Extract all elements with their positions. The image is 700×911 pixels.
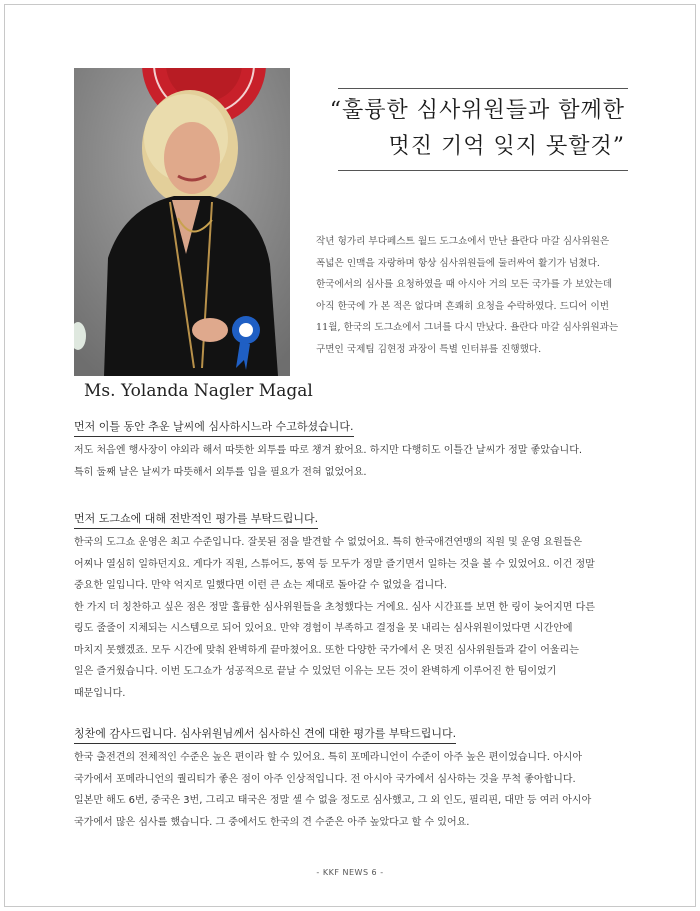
headline-rule-top	[338, 88, 628, 89]
answer-line: 한 가지 더 칭찬하고 싶은 점은 정말 훌륭한 심사위원들을 초청했다는 거에요. 심사 시간표를 보면 한 링이 늦어지면 다른	[74, 601, 595, 613]
answer-line: 한국 출전견의 전체적인 수준은 높은 편이라 할 수 있어요. 특히 포메라니언이 수준이 아주 높은 편이었습니다. 아시아	[74, 752, 583, 763]
answer-text	[74, 747, 630, 833]
headline	[300, 93, 625, 165]
qa-section-3	[74, 722, 630, 833]
question-heading: 먼저 도그쇼에 대해 전반적인 평가를 부탁드립니다.	[74, 510, 318, 529]
answer-text	[74, 440, 630, 483]
answer-line: 일본만 해도 6번, 중국은 3번, 그리고 태국은 정말 셀 수 없을 정도로 심사했고, 그 외 인도, 필리핀, 대만 등 여러 아시아	[74, 795, 592, 806]
intro-line: 11월, 한국의 도그쇼에서 그녀를 다시 만났다. 욜란다 마갈 심사위원과는	[316, 322, 619, 333]
answer-line: 어찌나 열심히 일하던지요. 게다가 직원, 스튜어드, 통역 등 모두가 정말 즐기면서 일하는 것을 볼 수 있었어요. 이건 정말	[74, 558, 595, 570]
answer-line: 일은 즐거웠습니다. 이번 도그쇼가 성공적으로 끝날 수 있었던 이유는 모든 것이 완벽하게 이루어진 한 팀이었기	[74, 666, 557, 677]
question-heading: 칭찬에 감사드립니다. 심사위원님께서 심사하신 견에 대한 평가를 부탁드립니다.	[74, 725, 456, 744]
question-heading: 먼저 이틀 동안 추운 날씨에 심사하시느라 수고하셨습니다.	[74, 418, 354, 437]
answer-line: 국가에서 포메라니언의 퀄리티가 좋은 점이 아주 인상적입니다. 전 아시아 국가에서 심사하는 것을 무척 좋아합니다.	[74, 773, 576, 785]
qa-section-1	[74, 415, 630, 483]
headline-rule-bottom	[338, 170, 628, 171]
headline-line-1: “훌륭한 심사위원들과 함께한	[329, 98, 625, 123]
answer-line: 마치지 못했겠죠. 모두 시간에 맞춰 완벽하게 끝마쳤어요. 또한 다양한 국가에서 온 멋진 심사위원들과 같이 어울리는	[74, 644, 579, 656]
answer-line: 때문입니다.	[74, 687, 126, 699]
page-footer: - KKF NEWS 6 -	[316, 868, 384, 877]
answer-line: 링도 줄줄이 지체되는 시스템으로 되어 있어요. 만약 경험이 부족하고 결정을 못 내리는 심사위원이었다면 시간안에	[74, 623, 573, 634]
answer-line: 중요한 일입니다. 만약 억지로 일했다면 이런 큰 쇼는 제대로 돌아갈 수 없었을 겁니다.	[74, 580, 447, 591]
headline-line-2: 멋진 기억 잊지 못할것”	[388, 134, 625, 159]
answer-line: 국가에서 많은 심사를 했습니다. 그 중에서도 한국의 견 수준은 아주 높았다고 할 수 있어요.	[74, 816, 470, 828]
answer-text	[74, 532, 630, 704]
answer-line: 한국의 도그쇼 운영은 최고 수준입니다. 잘못된 점을 발견할 수 없었어요. 특히 한국애견연맹의 직원 및 운영 요원들은	[74, 537, 583, 548]
answer-line: 저도 처음엔 행사장이 야외라 해서 따뜻한 외투를 따로 챙겨 왔어요. 하지만 다행히도 이틀간 날씨가 정말 좋았습니다.	[74, 445, 583, 456]
portrait-photo	[74, 68, 290, 376]
qa-section-2	[74, 507, 630, 704]
intro-line: 한국에서의 심사를 요청하였을 때 아시아 거의 모든 국가를 가 보았는데	[316, 279, 613, 290]
photo-caption: Ms. Yolanda Nagler Magal	[84, 381, 313, 401]
intro-line: 아직 한국에 가 본 적은 없다며 흔쾌히 요청을 수락하였다. 드디어 이번	[316, 300, 610, 312]
intro-line: 폭넓은 인맥을 자랑하며 항상 심사위원들에 둘러싸여 활기가 넘쳤다.	[316, 257, 600, 269]
intro-line: 작년 헝가리 부다페스트 월드 도그쇼에서 만난 욜란다 마갈 심사위원은	[316, 236, 610, 247]
intro-paragraph	[316, 231, 628, 360]
answer-line: 특히 둘째 날은 날씨가 따뜻해서 외투를 입을 필요가 전혀 없었어요.	[74, 466, 367, 478]
intro-line: 구면인 국제팀 김현정 과장이 특별 인터뷰를 진행했다.	[316, 343, 542, 355]
